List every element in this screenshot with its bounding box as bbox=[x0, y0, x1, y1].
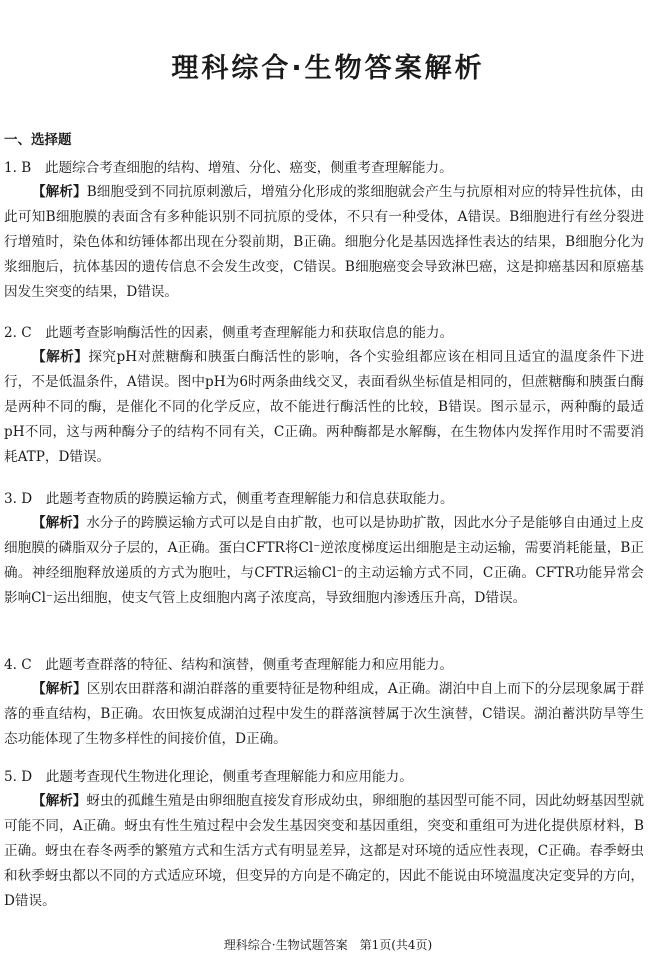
answer-explanation bbox=[4, 677, 644, 752]
analysis-label: 【解析】 bbox=[32, 681, 87, 697]
answer-explanation bbox=[4, 511, 644, 611]
question-header: 1. B 此题综合考查细胞的结构、增殖、分化、癌变，侧重考查理解能力。 bbox=[4, 160, 453, 176]
analysis-text: 蚜虫的孤雌生殖是由卵细胞直接发育形成幼虫，卵细胞的基因型可能不同，因此幼蚜基因型就可能不同，A正确。蚜虫有性生殖过程中会发生基因突变和基因重组，突变和重组可为进化提供原材料，B正确。蚜虫在春冬两季的繁殖方式和生活方式有明显差异，这都是对环境的适应性表现，C正确。春季蚜虫和秋季蚜虫都以不同的方式适应环境，但变异的方向是不确定的，因此不能说由环境温度决定变异的方向，D错误。 bbox=[4, 793, 645, 909]
analysis-label: 【解析】 bbox=[32, 793, 87, 809]
question-header: 4. C 此题考查群落的特征、结构和演替，侧重考查理解能力和应用能力。 bbox=[4, 657, 454, 673]
analysis-text: 水分子的跨膜运输方式可以是自由扩散，也可以是协助扩散，因此水分子是能够自由通过上皮细胞膜的磷脂双分子层的，A正确。蛋白CFTR将Cl⁻逆浓度梯度运出细胞是主动运输，需要消耗能量，B正确。神经细胞释放递质的方式为胞吐，与CFTR运输Cl⁻的主动运输方式不同，C正确。CFTR功能异常会影响Cl⁻运出细胞，使支气管上皮细胞内离子浓度高，导致细胞内渗透压升高，D错误。 bbox=[4, 515, 645, 606]
analysis-text: 区别农田群落和湖泊群落的重要特征是物种组成，A正确。湖泊中自上而下的分层现象属于群落的垂直结构，B正确。农田恢复成湖泊过程中发生的群落演替属于次生演替，C错误。湖泊蓄洪防旱等生态功能体现了生物多样性的间接价值，D正确。 bbox=[4, 681, 644, 747]
page-title: 理科综合·生物答案解析 bbox=[171, 53, 485, 84]
question-header: 2. C 此题考查影响酶活性的因素，侧重考查理解能力和获取信息的能力。 bbox=[4, 325, 454, 341]
question-header: 5. D 此题考查现代生物进化理论，侧重考查理解能力和应用能力。 bbox=[4, 769, 413, 785]
question-header: 3. D 此题考查物质的跨膜运输方式，侧重考查理解能力和信息获取能力。 bbox=[4, 491, 454, 507]
analysis-text: 探究pH对蔗糖酶和胰蛋白酶活性的影响，各个实验组都应该在相同且适宜的温度条件下进行，不是低温条件，A错误。图中pH为6时两条曲线交叉，表面看纵坐标值是相同的，但蔗糖酶和胰蛋白酶是两种不同的酶，是催化不同的化学反应，故不能进行酶活性的比较，B错误。图示显示，两种酶的最适pH不同，这与两种酶分子的结构不同有关，C正确。两种酶都是水解酶，在生物体内发挥作用时不需要消耗ATP，D错误。 bbox=[4, 349, 644, 465]
section-header: 一、选择题 bbox=[4, 132, 72, 148]
analysis-label: 【解析】 bbox=[32, 184, 87, 200]
analysis-text: B细胞受到不同抗原刺激后，增殖分化形成的浆细胞就会产生与抗原相对应的特异性抗体，由此可知B细胞膜的表面含有多种能识别不同抗原的受体，不只有一种受体，A错误。B细胞进行有丝分裂进行增殖时，染色体和纺锤体都出现在分裂前期，B正确。细胞分化是基因选择性表达的结果，B细胞分化为浆细胞后，抗体基因的遗传信息不会发生改变，C错误。B细胞癌变会导致淋巴癌，这是抑癌基因和原癌基因发生突变的结果，D错误。 bbox=[4, 184, 644, 300]
analysis-label: 【解析】 bbox=[32, 515, 87, 531]
answer-explanation bbox=[4, 789, 644, 914]
answer-explanation bbox=[4, 345, 644, 470]
answer-explanation bbox=[4, 180, 644, 305]
analysis-label: 【解析】 bbox=[32, 349, 89, 365]
page-footer: 理科综合·生物试题答案 第1页(共4页) bbox=[223, 938, 433, 952]
